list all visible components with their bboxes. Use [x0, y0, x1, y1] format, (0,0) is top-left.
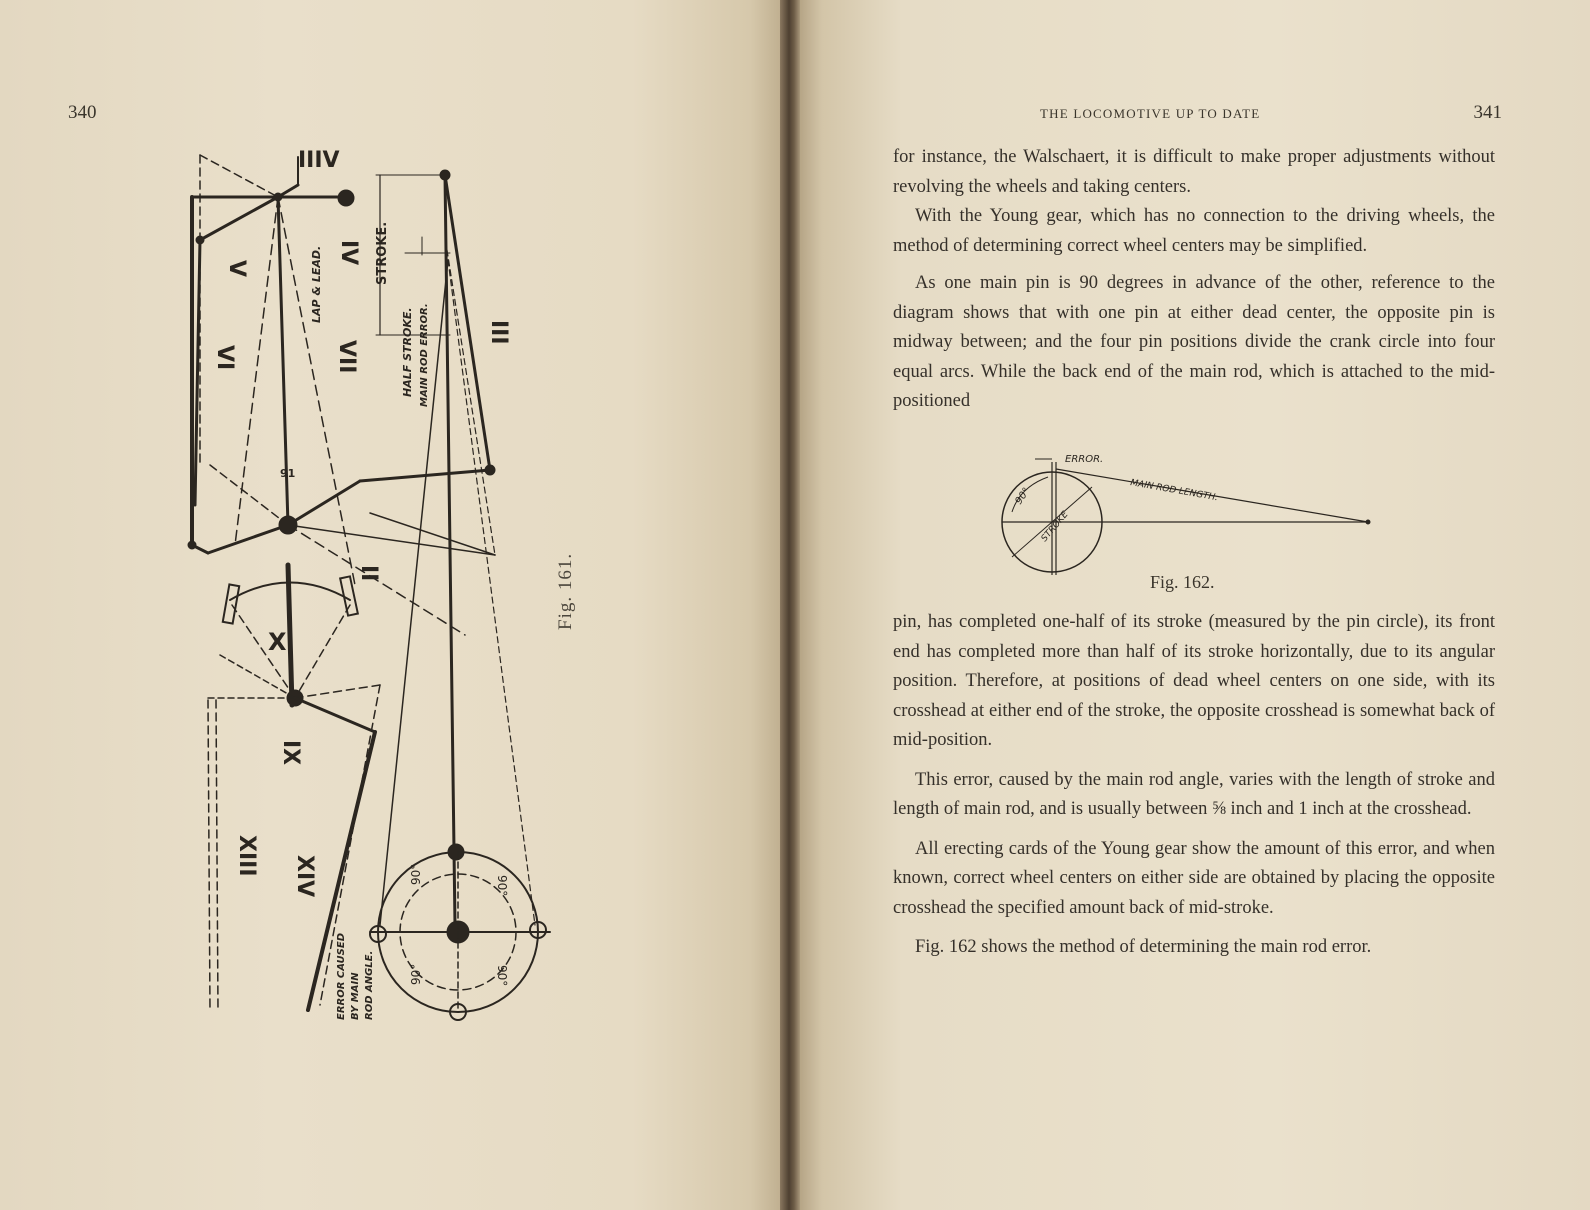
label-iii-v: IIIV — [298, 148, 340, 173]
label-half-stroke: HALF STROKE. — [401, 307, 414, 397]
right-page — [790, 0, 1590, 1210]
label-90-c: 90° — [409, 963, 423, 985]
label-ii: II — [356, 565, 381, 582]
label-vi: VI — [212, 345, 237, 371]
label-v: V — [224, 260, 249, 278]
paragraph: As one main pin is 90 degrees in advance of the other, reference to the diagram shows that with one pin at either dead center, the opposite pin is midway between; and the four pin positions divide the crank circle into four equal arcs. While the back end of the main rod, which is attached to the mid-positioned — [893, 273, 1495, 411]
page-number-left: 340 — [68, 102, 97, 123]
paragraph: This error, caused by the main rod angle, varies with the length of stroke and length of main rod, and is usually between ⅝ inch and 1 inch at the crosshead. — [893, 769, 1495, 819]
paragraph: Fig. 162 shows the method of determining the main rod error. — [915, 937, 1372, 957]
label-90-a: 90° — [409, 863, 423, 885]
paragraph: for instance, the Walschaert, it is difficult to make proper adjustments without revolving the wheels and taking centers. — [893, 147, 1495, 197]
label-90-d: 90° — [495, 965, 509, 987]
book-gutter — [780, 0, 800, 1210]
label-xiv: XIV — [292, 855, 317, 898]
label-iii: III — [486, 320, 511, 345]
paragraph: All erecting cards of the Young gear show the amount of this error, and when known, correct wheel centers on either side are obtained by placing the opposite crosshead the specified amount back of mid-stroke. — [893, 838, 1495, 918]
valve-gear-diagram-fig-161 — [180, 145, 560, 1030]
main-rod-error-diagram-fig-162 — [990, 447, 1390, 577]
left-page — [0, 0, 790, 1210]
figure-162-caption: Fig. 162. — [1150, 572, 1215, 592]
running-head: THE LOCOMOTIVE UP TO DATE — [1040, 106, 1261, 121]
label-by-main: BY MAIN — [350, 972, 361, 1020]
fig-162-stroke-label: STROKE — [1039, 509, 1071, 544]
label-x: X — [268, 628, 287, 656]
label-main-rod-error: MAIN ROD ERROR. — [419, 303, 430, 407]
label-90-b: 90° — [495, 875, 509, 897]
label-xiii: XIII — [234, 835, 259, 877]
label-error-caused: ERROR CAUSED — [336, 933, 347, 1020]
text-block-top — [893, 143, 1495, 417]
text-block-bottom — [893, 608, 1495, 963]
figure-161-caption: Fig. 161. — [555, 552, 576, 630]
fig-162-main-rod-length-label: MAIN ROD LENGTH. — [1129, 478, 1219, 504]
label-ix: IX — [278, 740, 303, 766]
label-iv: IV — [336, 240, 361, 266]
paragraph: With the Young gear, which has no connection to the driving wheels, the method of determining correct wheel centers may be simplified. — [893, 206, 1495, 256]
label-rod-angle: ROD ANGLE. — [364, 950, 375, 1020]
fig-162-90-label: 90° — [1013, 485, 1033, 507]
label-stroke: STROKE. — [375, 221, 390, 285]
label-lap-lead: LAP & LEAD. — [310, 245, 323, 323]
label-91: 91 — [280, 467, 296, 480]
paragraph: pin, has completed one-half of its stroke (measured by the pin circle), its front end has completed more than half of its stroke horizontally, due to its angular position. Therefore, at positions of dead wheel centers on one side, with its crosshead at either end of the stroke, the opposite crosshead is somewhat back of mid-position. — [893, 612, 1495, 750]
label-vii: VII — [334, 340, 359, 374]
fig-162-error-label: ERROR. — [1065, 454, 1104, 465]
page-number-right: 341 — [1473, 102, 1502, 123]
